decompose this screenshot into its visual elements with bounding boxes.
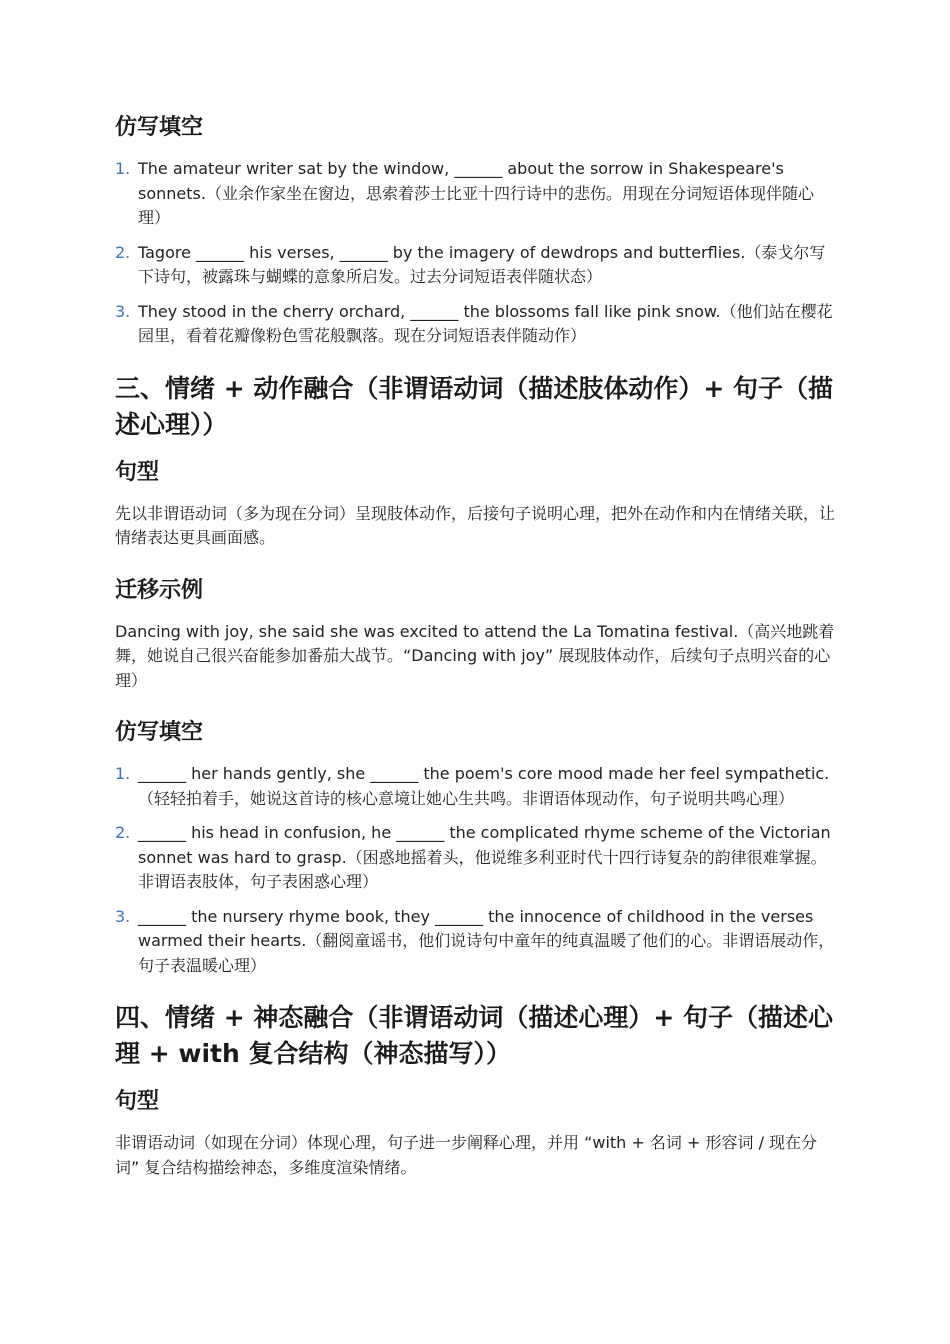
list-number: 1. <box>115 159 131 178</box>
pattern-heading: 句型 <box>115 459 160 485</box>
list-item-text: ______ the nursery rhyme book, they ______ the innocence of childhood in the verses warmed their hearts.（翻阅童谣书，他们说诗句中童年的纯真温暖了他们的心。非谓语展动作，句子表温暖心理） <box>138 906 835 975</box>
exercise-heading: 仿写填空 <box>115 720 204 745</box>
list-number: 2. <box>115 242 131 262</box>
example-heading: 迁移示例 <box>115 577 204 603</box>
list-number: 1. <box>115 764 131 783</box>
list-number: 2. <box>115 823 131 842</box>
list-item-text: Tagore ______ his verses, ______ by the imagery of dewdrops and butterflies.（泰戈尔写下诗句，被露珠与蝴蝶的意象所启发。过去分词短语表伴随状态） <box>138 242 826 286</box>
list-item-text: They stood in the cherry orchard, ______ the blossoms fall like pink snow.（他们站在樱花园里，看着花瓣像粉色雪花般飘落。现在分词短语表伴随动作） <box>138 301 833 345</box>
section-title: 三、情绪 + 动作融合（非谓语动词（描述肢体动作）+ 句子（描述心理）） <box>115 373 834 439</box>
list-item <box>115 762 836 811</box>
list-item-text: The amateur writer sat by the window, ______ about the sorrow in Shakespeare's sonnets.（业余作家坐在窗边，思索着莎士比亚十四行诗中的悲伤。用现在分词短语体现伴随心理） <box>138 159 814 227</box>
pattern-text: 非谓语动词（如现在分词）体现心理，句子进一步阐释心理，并用 “with + 名词 + 形容词 / 现在分词” 复合结构描绘神态，多维度渲染情绪。 <box>115 1133 818 1177</box>
pattern-text: 先以非谓语动词（多为现在分词）呈现肢体动作，后接句子说明心理，把外在动作和内在情绪关联，让情绪表达更具画面感。 <box>115 503 836 547</box>
list-number: 3. <box>115 906 131 926</box>
list-item <box>115 905 836 979</box>
exercise-list <box>115 157 836 349</box>
pattern-heading: 句型 <box>115 1089 160 1114</box>
list-item <box>115 821 836 895</box>
list-item-text: ______ his head in confusion, he ______ the complicated rhyme scheme of the Victorian sonnet was hard to grasp.（困惑地摇着头，他说维多利亚时代十四行诗复杂的韵律很难掌握。非谓语表肢体，句子表困惑心理） <box>138 823 831 891</box>
list-item-text: ______ her hands gently, she ______ the poem's core mood made her feel sympathetic.（轻轻拍着手，她说这首诗的核心意境让她心生共鸣。非谓语体现动作，句子说明共鸣心理） <box>138 764 830 808</box>
exercise-list <box>115 762 836 978</box>
list-item <box>115 241 836 290</box>
list-item <box>115 157 836 231</box>
exercise-heading: 仿写填空 <box>115 115 204 140</box>
list-number: 3. <box>115 301 131 321</box>
section-title: 四、情绪 + 神态融合（非谓语动词（描述心理）+ 句子（描述心理 + with 复合结构（神态描写）） <box>115 1003 834 1068</box>
list-item <box>115 300 836 349</box>
example-text: Dancing with joy, she said she was excited to attend the La Tomatina festival.（高兴地跳着舞，她说自己很兴奋能参加番茄大战节。“Dancing with joy” 展现肢体动作，后续句子点明兴奋的心理） <box>115 621 835 690</box>
